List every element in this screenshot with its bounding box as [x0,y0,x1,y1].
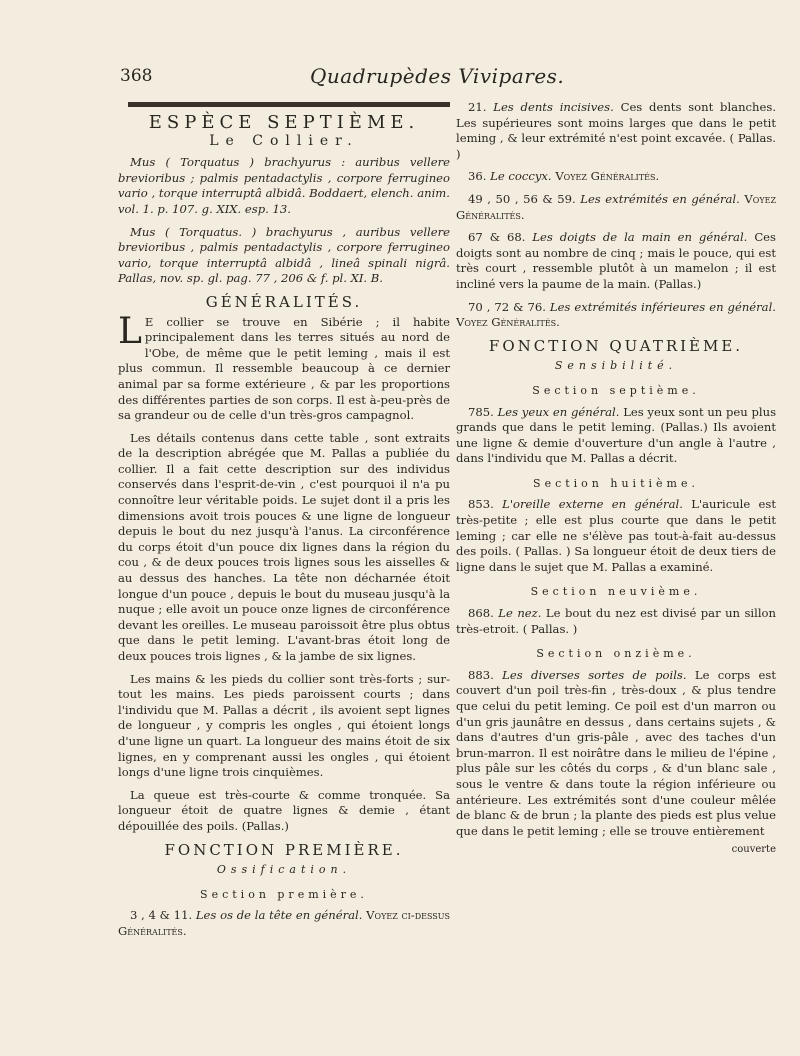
entry-number: 70 , 72 & 76. [468,299,546,314]
generalites-paragraph-2: Les détails contenus dans cette table , sont extraits de la description abrégée que M. Pallas a publiée du collier. Il a fait cette description sur des individus conservés dans l'esprit-de-vin , c'est pourquoi il n'a pu connoître leur véritable poids. Le sujet dont il a pris les dimensions avoit trois pouces & une ligne de longueur depuis le bout du nez jusqu'à l'anus. La circonférence du corps étoit d'un pouce dix lignes dans la région du cou , & de deux pouces trois lignes sous les aisselles & au dessus des hanches. La tête non décharnée étoit longue d'un pouce , depuis le bout du museau jusqu'à la nuque ; elle avoit un pouce onze lignes de circonférence devant les oreilles. Le museau paroissoit être plus obtus que dans le petit leming. L'avant-bras étoit long de deux pouces trois lignes , & la jambe de six lignes. [118,430,450,663]
drop-cap: L [118,310,142,352]
generalites-text-1: E collier se trouve en Sibérie ; il habite principalement dans les terres situés au nord de l'Obe, de même que le petit leming , mais il est plus commun. Il ressemble beaucoup à ce dernier animal par sa forme extérieure , & par les proportions des différentes parties de son corps. Il est à-peu-près de sa grandeur ou de celle d'un très-gros campagnol. [118,314,450,423]
ornamental-rule [128,102,450,107]
heading-sensibilite: Sensibilité. [554,359,678,373]
entry-dents-incisives [456,100,776,162]
heading-section-huitieme: Section huitième. [533,476,699,490]
entry-title: Les yeux en général. [497,404,620,419]
heading-ossification: Ossification. [216,863,352,877]
entry-text: Voyez Généralités. [456,315,560,330]
entry-number: 868. [468,606,494,621]
entry-title: Le nez. [498,606,542,621]
page-header [120,66,740,92]
entry-number: 36. [468,169,487,184]
entry-text: Ces doigts sont au nombre de cinq ; mais le pouce, qui est très court , ressemble plutôt à un mamelon ; il est incliné vers la paume de la main. (Pallas.) [456,230,776,291]
heading-section-premiere: Section première. [200,887,368,901]
catchword: couverte [731,844,776,856]
entry-text: L'auricule est très-petite ; elle est plus courte que dans le petit leming ; car elle ne s'élève pas tout-à-fait au-dessus des poils. ( Pallas. ) Sa longueur étoit de deux tiers de ligne dans le sujet que M. Pallas a examiné. [456,497,777,574]
entry-number: 785. [468,404,494,419]
entry-text: Ces dents sont blanches. Les supérieures sont moins larges que dans le petit leming , & leur extrémité n'est point excavée. ( Pallas. ) [456,100,777,161]
synonymy-boddaert: Mus ( Torquatus ) brachyurus : auribus vellere brevioribus ; palmis pentadactylis , corpore ferrugineo vario , torque interruptâ albidâ. Boddaert, elench. anim. vol. 1. p. 107. g. XIX. esp. 13. [118,155,450,216]
entry-text: Voyez ci-dessus Généralités. [118,908,450,938]
entry-doigts-main [456,230,776,292]
entry-title: Les doigts de la main en général. [532,230,748,245]
entry-title: L'oreille externe en général. [502,497,683,512]
entry-yeux [456,405,776,467]
heading-generalites: GÉNÉRALITÉS. [205,292,363,311]
entry-text: Le bout du nez est divisé par un sillon très-etroit. ( Pallas. ) [456,606,777,636]
entry-extremites-inferieures [456,300,776,331]
entry-number: 67 & 68. [468,230,526,245]
entry-title: Les os de la tête en général. [195,908,363,923]
entry-text: Le corps est couvert d'un poil très-fin , très-doux , & plus tendre que celui du petit leming. Ce poil est d'un marron ou d'un gris jaunâtre en dessus , dans certains sujets , & dans d'autres d'un gris-pâle , avec des taches d'un brun-marron. Il est noirâtre dans le milieu de l'épine , plus pâle sur les côtés du corps , & d'un blanc sale , sous le ventre & dans toute la région inférieure ou antérieure. Les extrémités sont d'une couleur mêlée de blanc & de brun ; la plante des pieds est plus velue que dans le petit leming ; elle se trouve entièrement [456,667,776,838]
right-column [456,100,776,858]
page-number: 368 [120,66,153,86]
running-title: Quadrupèdes Vivipares. [310,64,565,88]
heading-section-onzieme: Section onzième. [536,647,696,661]
entry-poils [456,668,776,840]
entry-number: 21. [468,100,487,114]
entry-os-de-la-tete [118,908,450,939]
entry-text: Les yeux sont un peu plus grands que dans le petit leming. (Pallas.) Ils avoient une ligne & demie d'ouverture d'un angle à l'autre , dans l'individu que M. Pallas a décrit. [456,404,777,466]
entry-title: Les extrémités inférieures en général. [549,299,776,314]
synonymy-pallas: Mus ( Torquatus. ) brachyurus , auribus vellere brevioribus , palmis pentadactylis , corpore ferrugineo vario, torque interruptâ albidâ , lineâ spinali nigrâ. Pallas, nov. sp. gl. pag. 77 , 206 & f. pl. XI. B. [118,224,450,286]
entry-title: Le coccyx. [490,169,552,184]
entry-nez [456,606,776,637]
species-name: Le Collier. [209,132,359,149]
generalites-paragraph-4: La queue est très-courte & comme tronquée. Sa longueur étoit de quatre lignes & demie , étant dépouillée des poils. (Pallas.) [118,787,450,833]
left-column [118,100,450,947]
entry-title: Les diverses sortes de poils. [502,667,687,682]
entry-title: Les extrémités en général. [580,191,740,206]
heading-fonction-quatrieme: FONCTION QUATRIÈME. [488,336,744,355]
entry-coccyx [456,169,776,185]
heading-section-septieme: Section septième. [532,383,700,397]
generalites-paragraph-3: Les mains & les pieds du collier sont très-forts ; sur-tout les mains. Les pieds paroissent courts ; dans l'individu que M. Pallas a décrit , ils avoient sept lignes de longueur , y compris les ongles , qui étoient longs d'une ligne un quart. La longueur des mains étoit de six lignes, en y comprenant aussi les ongles , qui étoient longs d'une ligne trois cinquièmes. [118,671,450,780]
entry-number: 3 , 4 & 11. [130,908,193,923]
entry-extremites [456,192,776,223]
generalites-paragraph-1 [118,310,450,424]
heading-section-neuvieme: Section neuvième. [530,585,702,599]
entry-oreille [456,497,776,575]
entry-number: 883. [468,667,494,682]
species-title: ESPÈCE SEPTIÈME. [148,112,420,133]
entry-text: Voyez Généralités. [456,191,777,222]
entry-number: 853. [468,497,494,512]
entry-text: Voyez Généralités. [555,169,660,184]
entry-number: 49 , 50 , 56 & 59. [468,191,576,206]
heading-fonction-premiere: FONCTION PREMIÈRE. [164,840,404,859]
entry-title: Les dents incisives. [493,100,614,114]
